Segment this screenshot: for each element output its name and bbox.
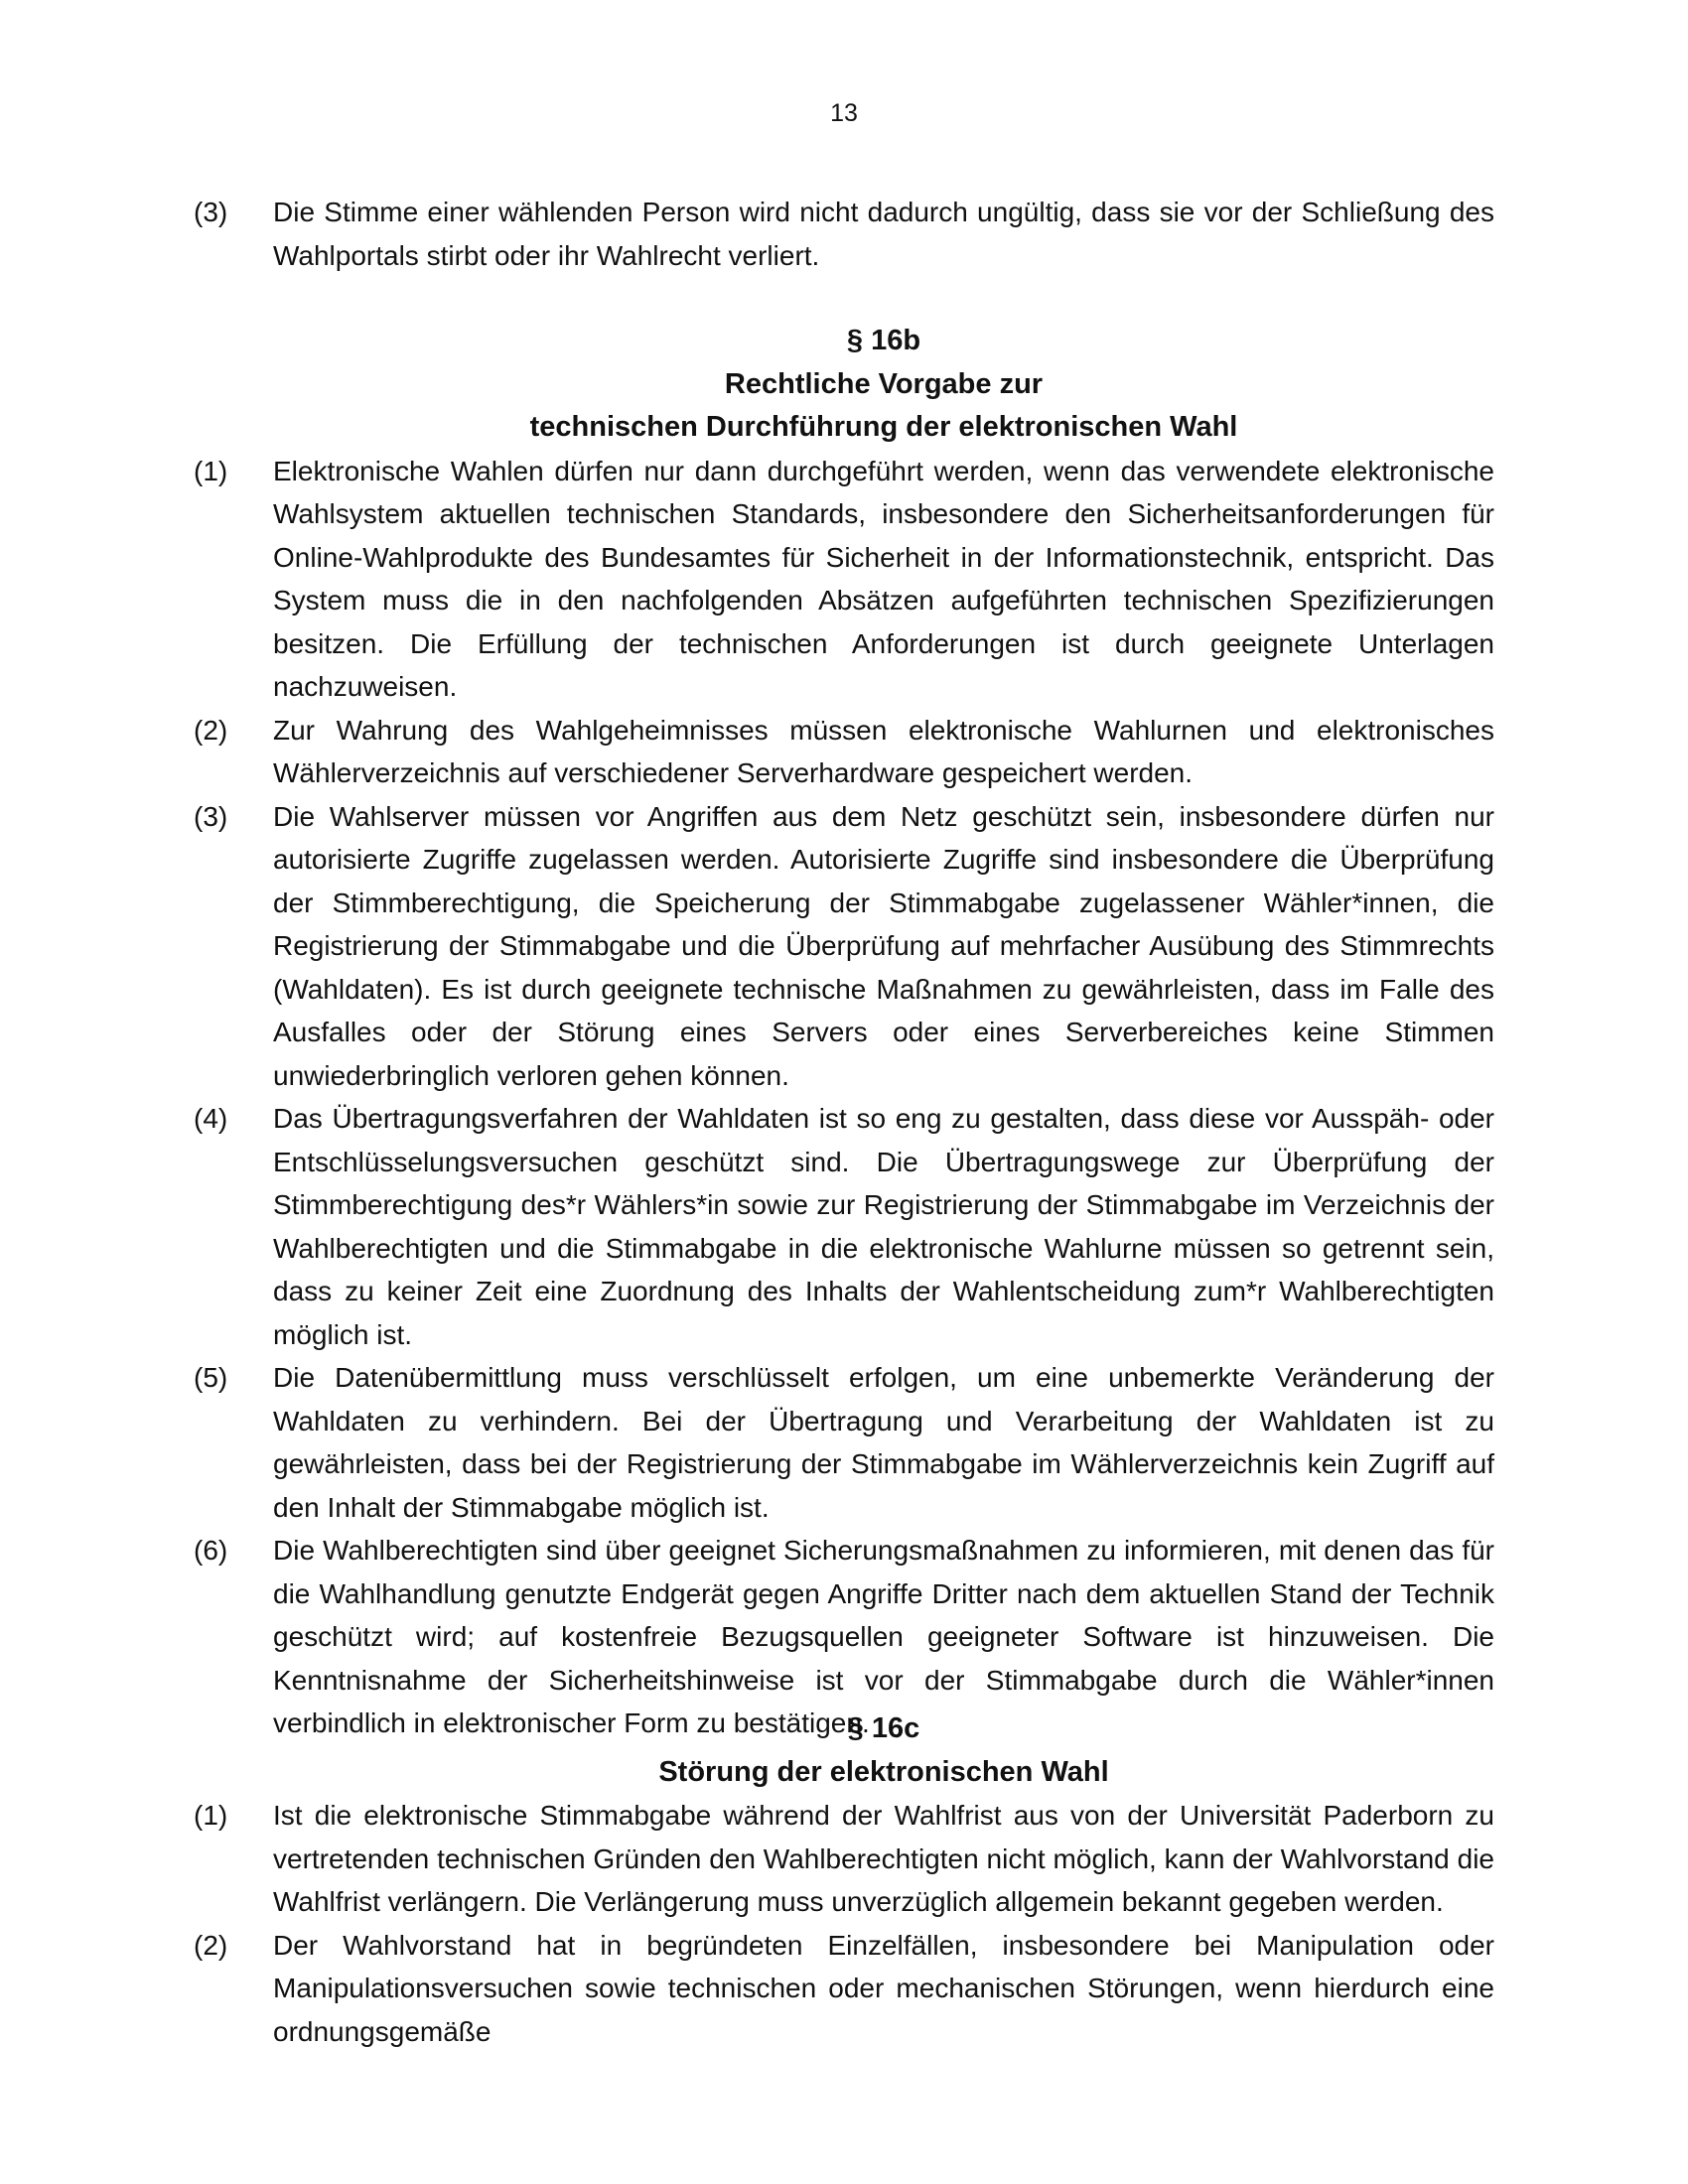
section-number: § 16b [846,325,921,356]
top-paragraph-block [194,191,1494,277]
paragraph-number: (3) [194,197,228,227]
paragraph-number: (2) [194,714,228,746]
paragraph-number: (1) [194,455,228,486]
paragraph [194,1924,1494,2054]
page-number: 13 [830,99,858,127]
paragraph [194,795,1494,1098]
paragraph-text: Die Wahlberechtigten sind über geeignet Sicherungsmaßnahmen zu informieren, mit denen das für die Wahlhandlung genutzte Endgerät gegen Angriffe Dritter nach dem aktuellen Stand der Technik geschützt wird; auf kostenfreie Bezugsquellen geeigneter Software ist hinzuweisen. Die Kenntnisnahme der Sicherheitshinweise ist vor der Stimmabgabe durch die Wähler*innen verbindlich in elektronischer Form zu bestätigen. [273,1535,1494,1738]
paragraph-number: (5) [194,1362,228,1393]
paragraph-number: (1) [194,1800,228,1831]
section-title-line-2: technischen Durchführung der elektronischen Wahl [529,411,1238,443]
paragraph-number: (3) [194,800,228,832]
paragraph-number: (2) [194,1929,228,1961]
paragraph-text: Die Stimme einer wählenden Person wird nicht dadurch ungültig, dass sie vor der Schließung des Wahlportals stirbt oder ihr Wahlrecht verliert. [273,197,1494,271]
paragraph-text: Das Übertragungsverfahren der Wahldaten ist so eng zu gestalten, dass diese vor Ausspäh- oder Entschlüsselungsversuchen geschützt sind. Die Übertragungswege zur Überprüfung der Stimmberechtigung des*r Wählers*in sowie zur Registrierung der Stimmabgabe im Verzeichnis der Wahlberechtigten und die Stimmabgabe in die elektronische Wahlurne müssen so getrennt sein, dass zu keiner Zeit eine Zuordnung des Inhalts der Wahlentscheidung zum*r Wahlberechtigten möglich ist. [273,1103,1494,1350]
paragraph [194,191,1494,277]
paragraph-text: Die Datenübermittlung muss verschlüsselt erfolgen, um eine unbemerkte Veränderung der Wahldaten zu verhindern. Bei der Übertragung und Verarbeitung der Wahldaten ist zu gewährleisten, dass bei der Registrierung der Stimmabgabe im Wählerverzeichnis kein Zugriff auf den Inhalt der Stimmabgabe möglich ist. [273,1362,1494,1523]
section-16c [194,1707,1494,2053]
paragraph-text: Der Wahlvorstand hat in begründeten Einzelfällen, insbesondere bei Manipulation oder Manipulationsversuchen sowie technischen oder mechanischen Störungen, wenn hierdurch eine ordnungsgemäße [273,1929,1494,2047]
paragraph [194,1356,1494,1529]
paragraph-number: (6) [194,1535,228,1566]
section-number: § 16c [847,1712,920,1744]
paragraph [194,709,1494,795]
paragraph-text: Die Wahlserver müssen vor Angriffen aus dem Netz geschützt sein, insbesondere dürfen nur autorisierte Zugriffe zugelassen werden. Autorisierte Zugriffe sind insbesondere die Überprüfung der Stimmberechtigung, die Speicherung der Stimmabgabe zugelassener Wähler*innen, die Registrierung der Stimmabgabe und die Überprüfung auf mehrfacher Ausübung des Stimmrechts (Wahldaten). Es ist durch geeignete technische Maßnahmen zu gewährleisten, dass im Falle des Ausfalles oder der Störung eines Servers oder eines Serverbereiches keine Stimmen unwiederbringlich verloren gehen können. [273,800,1494,1091]
paragraph [194,1794,1494,1924]
paragraph [194,450,1494,709]
section-title-line-1: Rechtliche Vorgabe zur [724,367,1044,400]
paragraph-text: Zur Wahrung des Wahlgeheimnisses müssen elektronische Wahlurnen und elektronisches Wählerverzeichnis auf verschiedener Serverhardware gespeichert werden. [273,714,1494,788]
paragraph-number: (4) [194,1103,228,1134]
paragraph-text: Elektronische Wahlen dürfen nur dann durchgeführt werden, wenn das verwendete elektronische Wahlsystem aktuellen technischen Standards, insbesondere den Sicherheitsanforderungen für Online-Wahlprodukte des Bundesamtes für Sicherheit in der Informationstechnik, entspricht. Das System muss die in den nachfolgenden Absätzen aufgeführten technischen Spezifizierungen besitzen. Die Erfüllung der technischen Anforderungen ist durch geeignete Unterlagen nachzuweisen. [273,455,1494,702]
paragraph-text: Ist die elektronische Stimmabgabe während der Wahlfrist aus von der Universität Paderborn zu vertretenden technischen Gründen den Wahlberechtigten nicht möglich, kann der Wahlvorstand die Wahlfrist verlängern. Die Verlängerung muss unverzüglich allgemein bekannt gegeben werden. [273,1800,1494,1917]
section-16b [194,320,1494,1745]
section-title-line-1: Störung der elektronischen Wahl [658,1755,1109,1788]
paragraph [194,1097,1494,1356]
